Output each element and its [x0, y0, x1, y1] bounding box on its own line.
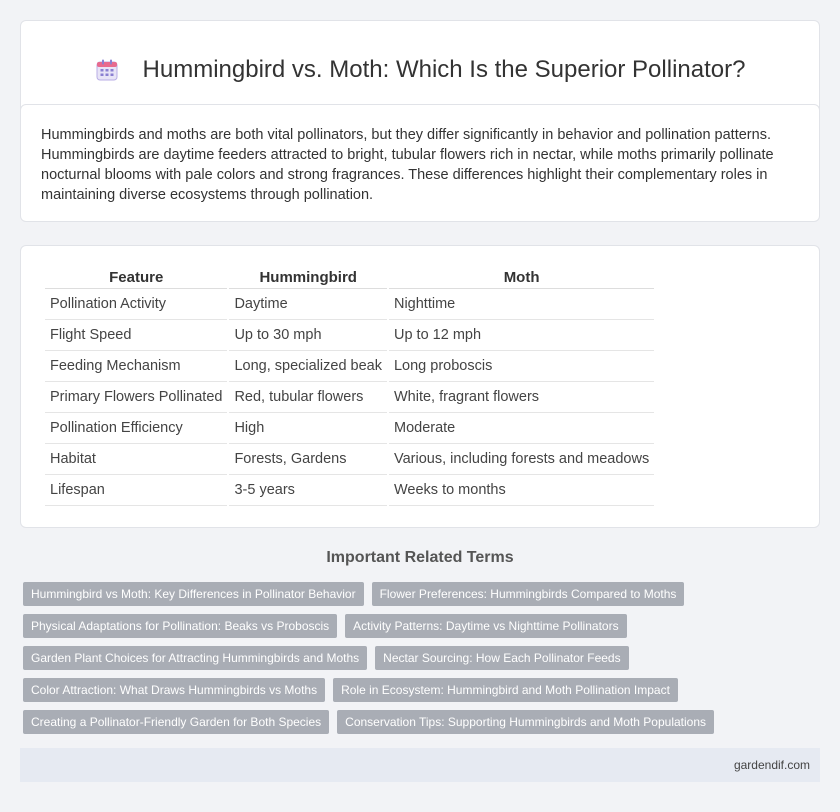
intro-paragraph: Hummingbirds and moths are both vital pollinators, but they differ significantly in behavior and pollination patterns. Hummingbirds are daytime feeders attracted to bright, tubular flowers rich in nectar, while moths primarily pollinate nocturnal blooms with pale colors and strong fragrances. These differences highlight their complementary roles in maintaining diverse ecosystems through pollination. [41, 127, 774, 203]
comparison-card [20, 245, 820, 528]
header-feature: Feature [45, 266, 227, 289]
related-terms-heading: Important Related Terms [326, 549, 514, 566]
table-cell: Various, including forests and meadows [389, 444, 654, 475]
table-cell: Weeks to months [389, 475, 654, 506]
related-term-tag[interactable]: Hummingbird vs Moth: Key Differences in Pollinator Behavior [23, 582, 364, 606]
table-cell: Up to 30 mph [229, 320, 387, 351]
table-cell: Up to 12 mph [389, 320, 654, 351]
table-cell: Nighttime [389, 289, 654, 320]
related-term-tag[interactable]: Garden Plant Choices for Attracting Hummingbirds and Moths [23, 646, 367, 670]
page-title: Hummingbird vs. Moth: Which Is the Superior Pollinator? [142, 56, 746, 83]
table-cell: High [229, 413, 387, 444]
table-row [45, 413, 654, 444]
table-cell: Red, tubular flowers [229, 382, 387, 413]
related-term-tag[interactable]: Activity Patterns: Daytime vs Nighttime Pollinators [345, 614, 626, 638]
table-cell: Daytime [229, 289, 387, 320]
table-cell: Pollination Efficiency [45, 413, 227, 444]
table-row [45, 351, 654, 382]
related-term-tag[interactable]: Color Attraction: What Draws Hummingbirds vs Moths [23, 678, 325, 702]
table-cell: Moderate [389, 413, 654, 444]
tag-row [23, 678, 817, 702]
table-cell: Habitat [45, 444, 227, 475]
table-row [45, 444, 654, 475]
table-cell: Long, specialized beak [229, 351, 387, 382]
header-hummingbird: Hummingbird [229, 266, 387, 289]
comparison-table [43, 266, 656, 506]
table-cell: Flight Speed [45, 320, 227, 351]
table-cell: White, fragrant flowers [389, 382, 654, 413]
title-wrap [95, 56, 746, 84]
tag-row [23, 710, 817, 734]
table-row [45, 382, 654, 413]
related-term-tag[interactable]: Role in Ecosystem: Hummingbird and Moth Pollination Impact [333, 678, 678, 702]
table-cell: Feeding Mechanism [45, 351, 227, 382]
related-term-tag[interactable]: Creating a Pollinator-Friendly Garden for Both Species [23, 710, 329, 734]
table-row [45, 320, 654, 351]
table-row [45, 475, 654, 506]
tag-row [23, 614, 817, 638]
table-cell: Forests, Gardens [229, 444, 387, 475]
related-terms-list [23, 582, 817, 742]
table-row [45, 289, 654, 320]
tag-row [23, 582, 817, 606]
calendar-icon [95, 58, 119, 82]
table-cell: Primary Flowers Pollinated [45, 382, 227, 413]
tag-row [23, 646, 817, 670]
related-term-tag[interactable]: Physical Adaptations for Pollination: Beaks vs Proboscis [23, 614, 337, 638]
intro-card [20, 104, 820, 222]
header-moth: Moth [389, 266, 654, 289]
table-cell: Long proboscis [389, 351, 654, 382]
related-term-tag[interactable]: Flower Preferences: Hummingbirds Compared to Moths [372, 582, 685, 606]
table-header-row [45, 266, 654, 289]
footer-site-link[interactable]: gardendif.com [733, 758, 810, 772]
related-term-tag[interactable]: Nectar Sourcing: How Each Pollinator Feeds [375, 646, 628, 670]
footer-bar [20, 748, 820, 782]
table-cell: Pollination Activity [45, 289, 227, 320]
related-term-tag[interactable]: Conservation Tips: Supporting Hummingbirds and Moth Populations [337, 710, 714, 734]
table-cell: Lifespan [45, 475, 227, 506]
table-cell: 3-5 years [229, 475, 387, 506]
